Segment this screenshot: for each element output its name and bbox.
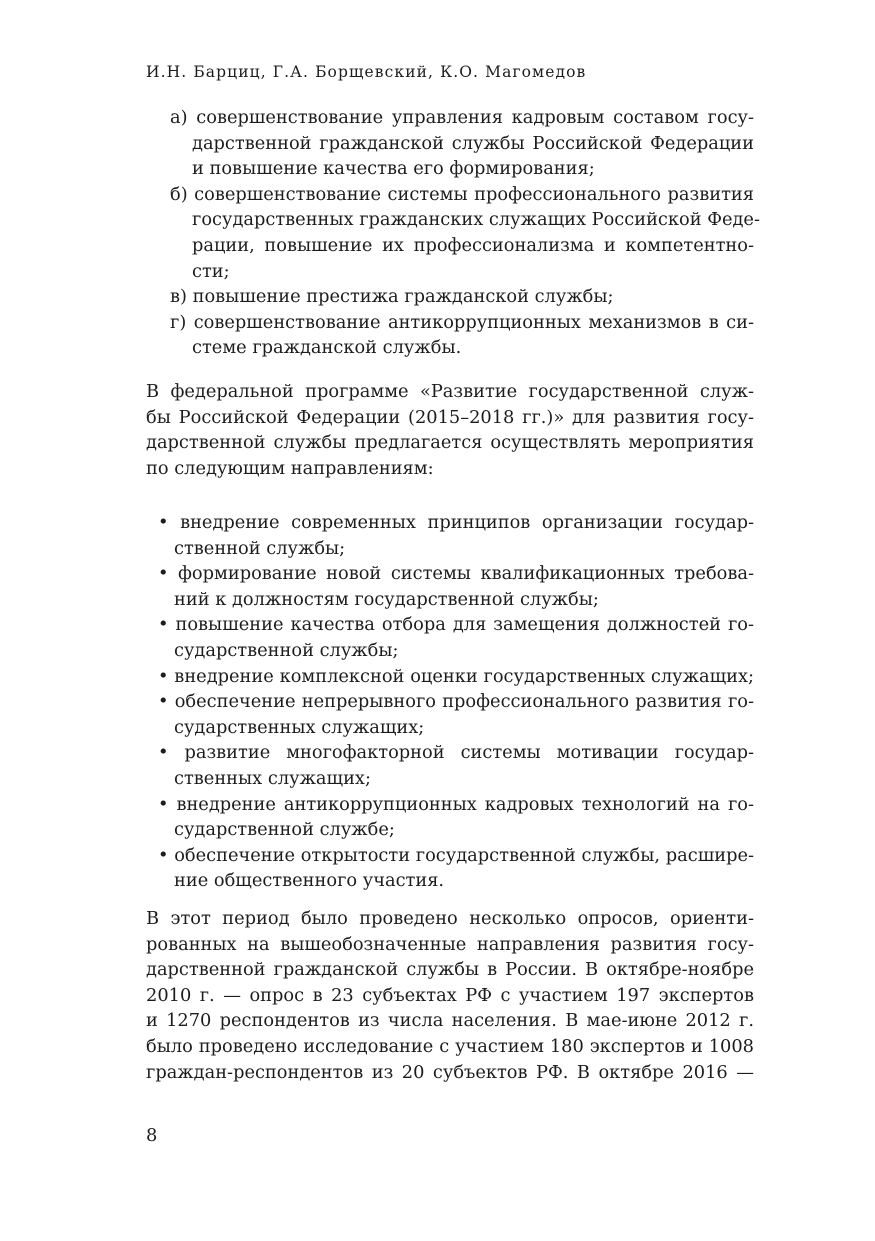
bullet-item: • обеспечение непрерывного профессионального развития го- — [158, 691, 754, 713]
text-line: бы Российской Федерации (2015–2018 гг.)» для развития госу- — [146, 406, 754, 428]
bullet-item-cont: сударственной службы; — [174, 639, 399, 661]
bullet-item: • обеспечение открытости государственной службы, расшире- — [158, 844, 754, 866]
list-item-a: а) совершенствование управления кадровым составом госу- — [170, 107, 754, 128]
bullet-item-cont: сударственной службе; — [174, 819, 395, 841]
paragraph-program — [146, 379, 754, 481]
paragraph-surveys — [146, 906, 754, 1085]
list-item-b-cont: рации, повышение их профессионализма и компетентно- — [192, 234, 754, 256]
text-line: дарственной гражданской службы в России. В октябре-ноябре — [146, 959, 754, 981]
text-line: по следующим направлениям: — [146, 457, 434, 479]
list-item-b-cont: сти; — [192, 260, 230, 282]
list-item-d: г) совершенствование антикоррупционных механизмов в си- — [170, 311, 754, 333]
text-line: было проведено исследование с участием 180 экспертов и 1008 — [146, 1035, 754, 1057]
bullet-item-cont: ний к должностям государственной службы; — [174, 588, 599, 610]
bullet-list — [146, 510, 754, 894]
text-line: рованных на вышеобозначенные направления развития госу- — [146, 933, 754, 955]
text-line: и 1270 респондентов из числа населения. В мае-июне 2012 г. — [146, 1010, 754, 1032]
bullet-item-cont: ние общественного участия. — [174, 870, 445, 892]
bullet-item: • развитие многофакторной системы мотивации государ- — [158, 742, 754, 764]
list-item-b-cont: государственных гражданских служащих Российской Феде- — [192, 209, 760, 231]
text-line: граждан-респондентов из 20 субъектов РФ. В октябре 2016 — — [146, 1061, 754, 1083]
list-item-d-cont: стеме гражданской службы. — [192, 337, 462, 359]
list-item-a-cont: дарственной гражданской службы Российской Федерации — [192, 132, 754, 154]
bullet-item: • внедрение комплексной оценки государственных служащих; — [158, 665, 754, 687]
bullet-item: • повышение качества отбора для замещения должностей го- — [158, 614, 754, 636]
bullet-item: • внедрение современных принципов организации государ- — [158, 512, 754, 533]
text-line: В федеральной программе «Развитие государственной служ- — [146, 381, 754, 402]
bullet-item-cont: сударственных служащих; — [174, 716, 425, 738]
running-head: И.Н. Барциц, Г.А. Борщевский, К.О. Магомедов — [146, 63, 587, 81]
lettered-list — [146, 105, 760, 361]
list-item-c: в) повышение престижа гражданской службы; — [170, 286, 614, 308]
bullet-item-cont: ственной службы; — [174, 537, 346, 559]
text-line: В этот период было проведено несколько опросов, ориенти- — [146, 908, 754, 929]
text-line: дарственной службы предлагается осуществлять мероприятия — [146, 432, 754, 454]
list-item-a-cont: и повышение качества его формирования; — [192, 158, 595, 180]
page-number: 8 — [146, 1125, 158, 1146]
text-line: 2010 г. — опрос в 23 субъектах РФ с участием 197 экспертов — [146, 984, 754, 1006]
bullet-item-cont: ственных служащих; — [174, 767, 371, 789]
bullet-item: • внедрение антикоррупционных кадровых технологий на го- — [158, 793, 754, 815]
bullet-item: • формирование новой системы квалификационных требова- — [158, 563, 754, 585]
list-item-b: б) совершенствование системы профессионального развития — [170, 183, 754, 205]
